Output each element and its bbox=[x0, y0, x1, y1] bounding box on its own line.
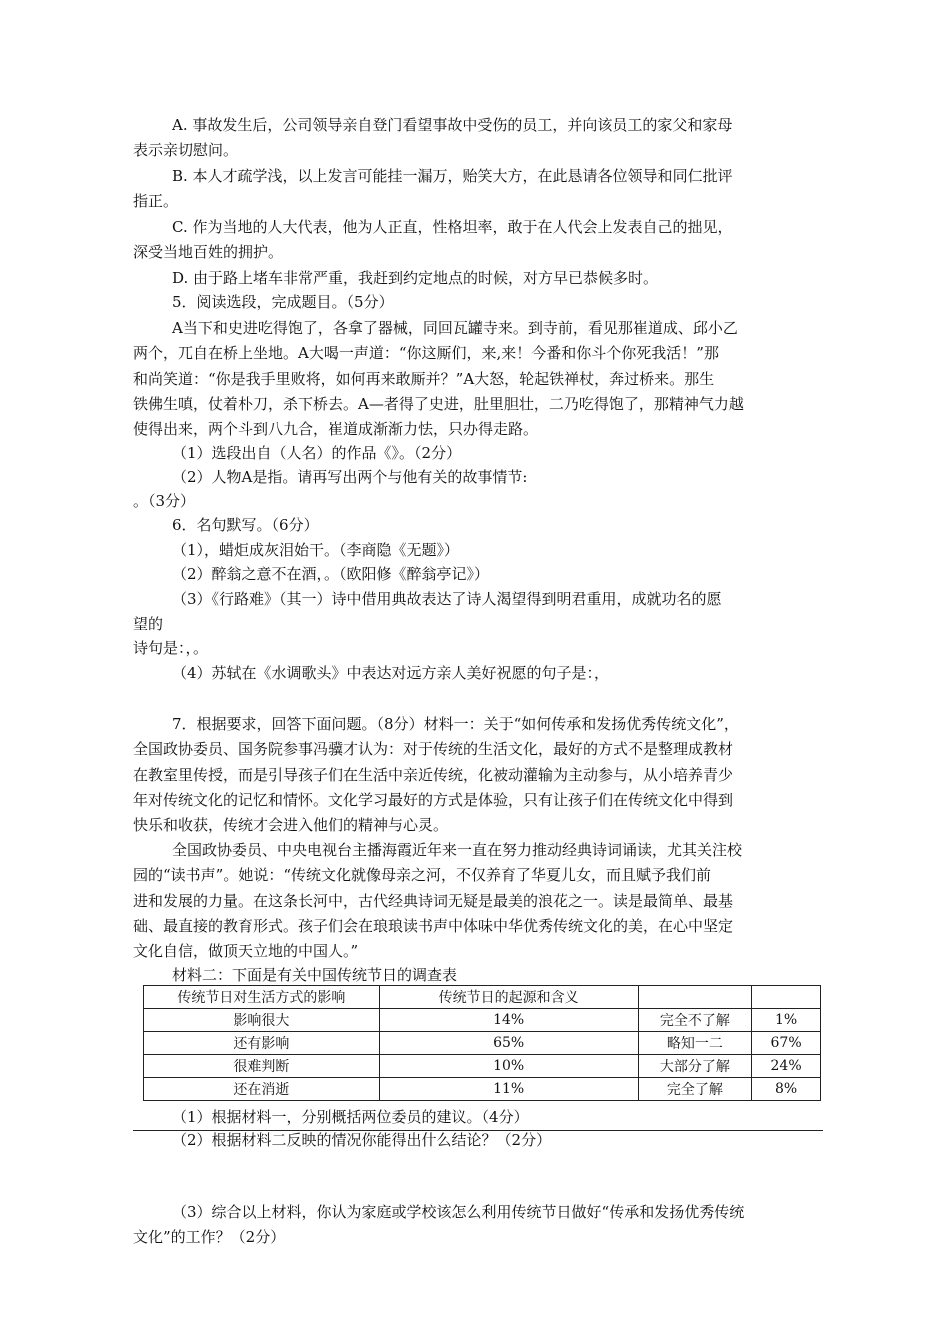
question-7-line-5: 快乐和收获，传统才会进入他们的精神与心灵。 bbox=[133, 816, 449, 834]
table-cell: 大部分了解 bbox=[638, 1055, 752, 1078]
option-b-line-2: 指正。 bbox=[133, 192, 179, 210]
question-5-sub-2-end: 。（3分） bbox=[133, 492, 196, 510]
material-1b-line-3: 进和发展的力量。在这条长河中，古代经典诗词无疑是最美的浪花之一。读是最简单、最基 bbox=[133, 892, 734, 910]
material-1b-line-2: 园的“读书声”。她说：“传统文化就像母亲之河，不仅养育了华夏儿女，而且赋予我们前 bbox=[133, 866, 712, 884]
table-cell: 1% bbox=[752, 1009, 821, 1032]
table-cell: 67% bbox=[752, 1032, 821, 1055]
question-7-line-3: 在教室里传授，而是引导孩子们在生活中亲近传统，化被动灌输为主动参与，从小培养青少 bbox=[133, 766, 734, 784]
question-6-item-2: （2）醉翁之意不在酒，。（欧阳修《醉翁亭记》） bbox=[172, 565, 490, 583]
option-b-line-1: B. 本人才疏学浅，以上发言可能挂一漏万，贻笑大方，在此恳请各位领导和同仁批评 bbox=[172, 167, 733, 185]
question-5-sub-1: （1）选段出自（人名）的作品《》。（2分） bbox=[172, 444, 462, 462]
question-6-title: 6．名句默写。（6分） bbox=[172, 516, 319, 534]
table-row bbox=[144, 1009, 821, 1032]
table-cell: 影响很大 bbox=[144, 1009, 380, 1032]
passage-line-1: A当下和史进吃得饱了，各拿了器械，同回瓦罐寺来。到寺前，看见那崔道成、邱小乙 bbox=[172, 319, 738, 337]
option-d-line: D. 由于路上堵车非常严重，我赶到约定地点的时候，对方早已恭候多时。 bbox=[172, 269, 659, 287]
question-6-item-3: （3）《行路难》（其一）诗中借用典故表达了诗人渴望得到明君重用，成就功名的愿 bbox=[172, 590, 722, 608]
question-7-line-2: 全国政协委员、国务院参事冯骥才认为：对于传统的生活文化，最好的方式不是整理成教材 bbox=[133, 740, 734, 758]
option-a-line-1: A. 事故发生后，公司领导亲自登门看望事故中受伤的员工，并向该员工的家父和家母 bbox=[172, 116, 733, 134]
table-cell: 14% bbox=[379, 1009, 638, 1032]
question-5-title: 5．阅读选段，完成题目。（5分） bbox=[172, 293, 394, 311]
table-cell: 略知一二 bbox=[638, 1032, 752, 1055]
question-7-line-4: 年对传统文化的记忆和情怀。文化学习最好的方式是体验，只有让孩子们在传统文化中得到 bbox=[133, 791, 734, 809]
question-7-sub-3-line-2: 文化”的工作？（2分） bbox=[133, 1228, 286, 1246]
table-cell: 24% bbox=[752, 1055, 821, 1078]
table-header-cell bbox=[638, 986, 752, 1009]
question-6-item-3-cont: 望的 bbox=[133, 615, 164, 633]
table-cell: 8% bbox=[752, 1078, 821, 1101]
material-1b-line-4: 础、最直接的教育形式。孩子们会在琅琅读书声中体味中华优秀传统文化的美，在心中坚定 bbox=[133, 917, 734, 935]
table-header-row bbox=[144, 986, 821, 1009]
table-cell: 还在消逝 bbox=[144, 1078, 380, 1101]
table-header-cell: 传统节日对生活方式的影响 bbox=[144, 986, 380, 1009]
material-1b-line-5: 文化自信，做顶天立地的中国人。” bbox=[133, 942, 359, 960]
question-6-item-4: （4）苏轼在《水调歌头》中表达对远方亲人美好祝愿的句子是：， bbox=[172, 664, 610, 682]
table-cell: 还有影响 bbox=[144, 1032, 380, 1055]
question-7-line-1: 7．根据要求，回答下面问题。（8分）材料一：关于“如何传承和发扬优秀传统文化”， bbox=[172, 715, 739, 733]
question-6-item-1: （1），蜡炬成灰泪始干。（李商隐《无题》） bbox=[172, 541, 460, 559]
question-6-item-3-end: 诗句是：，。 bbox=[133, 639, 209, 657]
option-c-line-1: C. 作为当地的人大代表，他为人正直，性格坦率，敢于在人代会上发表自己的拙见， bbox=[172, 218, 733, 236]
passage-line-4: 铁佛生嗔，仗着朴刀，杀下桥去。A—者得了史进，肚里胆壮，二乃吃得饱了，那精神气力越 bbox=[133, 395, 744, 413]
table-cell: 完全不了解 bbox=[638, 1009, 752, 1032]
option-c-line-2: 深受当地百姓的拥护。 bbox=[133, 243, 284, 261]
passage-line-5: 使得出来，两个斗到八九合，崔道成渐渐力怯，只办得走路。 bbox=[133, 420, 539, 438]
table-cell: 10% bbox=[379, 1055, 638, 1078]
survey-table bbox=[143, 985, 821, 1101]
question-7-sub-1: （1）根据材料一，分别概括两位委员的建议。（4分） bbox=[172, 1108, 529, 1126]
table-header-cell bbox=[752, 986, 821, 1009]
question-7-sub-3-line-1: （3）综合以上材料，你认为家庭或学校该怎么利用传统节日做好“传承和发扬优秀传统 bbox=[172, 1203, 745, 1221]
table-header-cell: 传统节日的起源和含义 bbox=[379, 986, 638, 1009]
question-5-sub-2: （2）人物A是指。请再写出两个与他有关的故事情节: bbox=[172, 468, 528, 486]
table-cell: 很难判断 bbox=[144, 1055, 380, 1078]
table-cell: 65% bbox=[379, 1032, 638, 1055]
passage-line-2: 两个，兀自在桥上坐地。A大喝一声道：“你这厮们，来,来！今番和你斗个你死我活！”那 bbox=[133, 344, 719, 362]
table-row bbox=[144, 1078, 821, 1101]
passage-line-3: 和尚笑道：“你是我手里败将，如何再来敢厮并？”A大怒，轮起铁禅杖，奔过桥来。那生 bbox=[133, 370, 715, 388]
table-cell: 完全了解 bbox=[638, 1078, 752, 1101]
option-a-line-2: 表示亲切慰问。 bbox=[133, 141, 239, 159]
material-1b-line-1: 全国政协委员、中央电视台主播海霞近年来一直在努力推动经典诗词诵读，尤其关注校 bbox=[172, 841, 743, 859]
table-cell: 11% bbox=[379, 1078, 638, 1101]
table-row bbox=[144, 1055, 821, 1078]
material-2-caption: 材料二：下面是有关中国传统节日的调查表 bbox=[172, 966, 458, 984]
question-7-sub-2: （2）根据材料二反映的情况你能得出什么结论？（2分） bbox=[172, 1131, 552, 1149]
table-row bbox=[144, 1032, 821, 1055]
